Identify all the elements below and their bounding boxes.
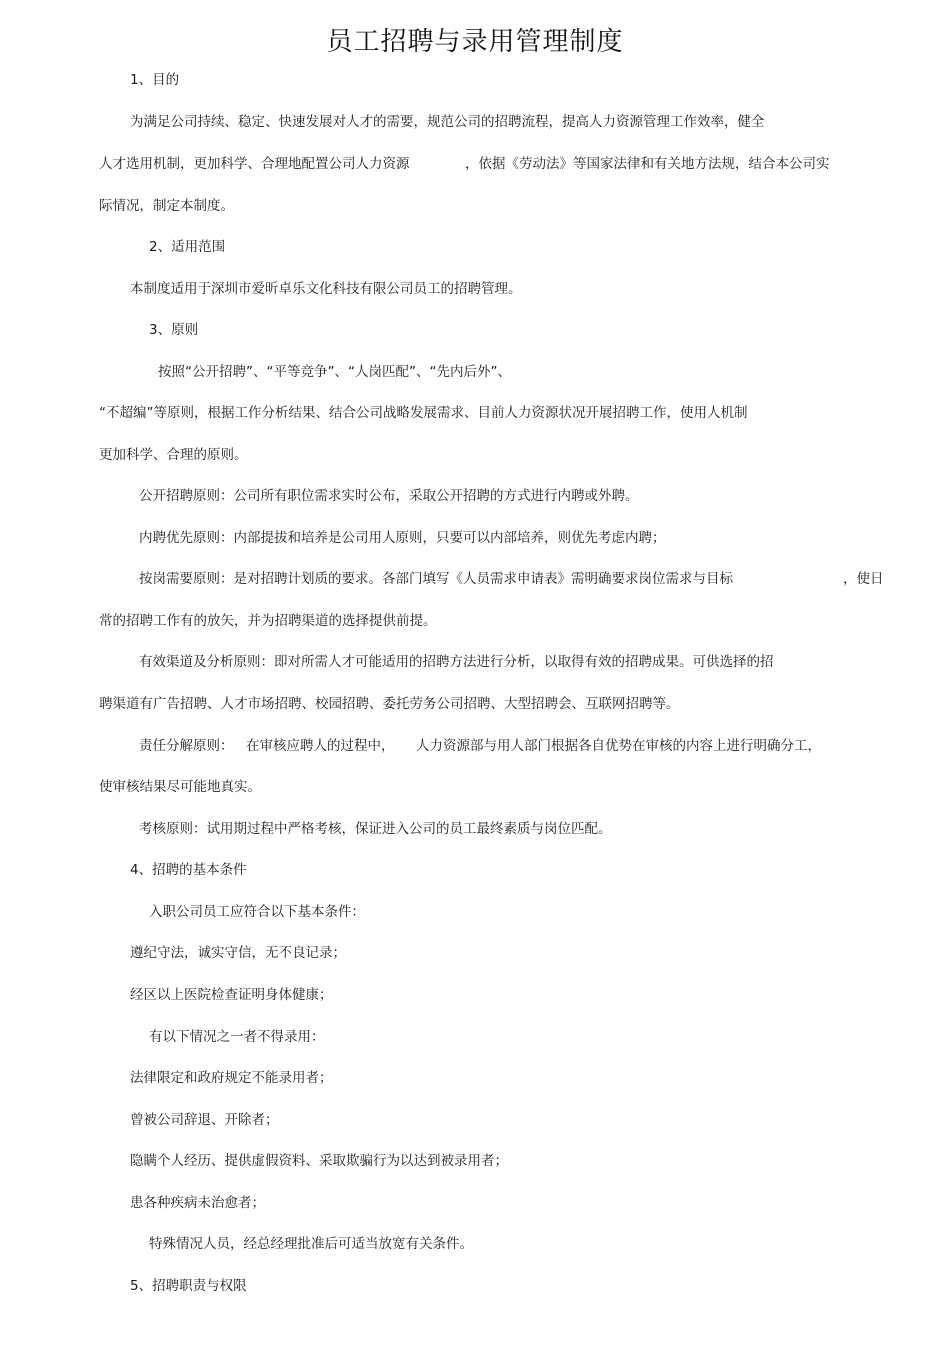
list-item: 经区以上医院检查证明身体健康； — [130, 987, 333, 1003]
list-item: 患各种疾病未治愈者； — [130, 1195, 265, 1211]
paragraph-line: 人才选用机制，更加科学、合理地配置公司人力资源 — [99, 156, 410, 172]
paragraph-line: 有以下情况之一者不得录用： — [149, 1029, 325, 1045]
paragraph-line: “不超编”等原则，根据工作分析结果、结合公司战略发展需求、目前人力资源状况开展招聘工作，使用人机制 — [99, 405, 748, 421]
paragraph-line: 使审核结果尽可能地真实。 — [99, 779, 261, 795]
paragraph-line: 为满足公司持续、稳定、快速发展对人才的需要，规范公司的招聘流程，提高人力资源管理工作效率，健全 — [130, 114, 765, 130]
section-heading: 4、招聘的基本条件 — [130, 862, 247, 878]
paragraph-line: 人力资源部与用人部门根据各自优势在审核的内容上进行明确分工， — [416, 738, 821, 754]
paragraph-line: 有效渠道及分析原则：即对所需人才可能适用的招聘方法进行分析，以取得有效的招聘成果。可供选择的招 — [139, 654, 774, 670]
list-item: 曾被公司辞退、开除者； — [130, 1112, 279, 1128]
section-heading: 5、招聘职责与权限 — [130, 1278, 247, 1294]
paragraph-line: 聘渠道有广告招聘、人才市场招聘、校园招聘、委托劳务公司招聘、大型招聘会、互联网招聘等。 — [99, 696, 680, 712]
paragraph-line: 本制度适用于深圳市爱昕卓乐文化科技有限公司员工的招聘管理。 — [130, 281, 522, 297]
paragraph-line: 常的招聘工作有的放矢，并为招聘渠道的选择提供前提。 — [99, 613, 437, 629]
paragraph-line: 按岗需要原则：是对招聘计划质的要求。各部门填写《人员需求申请表》需明确要求岗位需求与目标 — [139, 571, 733, 587]
paragraph-line: 特殊情况人员，经总经理批准后可适当放宽有关条件。 — [149, 1236, 473, 1252]
paragraph-line: 内聘优先原则：内部提拔和培养是公司用人原则，只要可以内部培养，则优先考虑内聘； — [139, 530, 666, 546]
document-title: 员工招聘与录用管理制度 — [326, 27, 624, 57]
paragraph-line: 更加科学、合理的原则。 — [99, 447, 248, 463]
paragraph-line: 际情况，制定本制度。 — [99, 198, 234, 214]
section-heading: 1、目的 — [130, 72, 180, 88]
paragraph-line: 按照“公开招聘”、“平等竞争”、“人岗匹配”、“先内后外”、 — [158, 364, 511, 380]
list-item: 遵纪守法，诚实守信，无不良记录； — [130, 945, 346, 961]
paragraph-line: 考核原则：试用期过程中严格考核，保证进入公司的员工最终素质与岗位匹配。 — [139, 821, 612, 837]
paragraph-line: ，依据《劳动法》等国家法律和有关地方法规，结合本公司实 — [465, 156, 830, 172]
section-heading: 2、适用范围 — [149, 239, 226, 255]
paragraph-line: 公开招聘原则：公司所有职位需求实时公布，采取公开招聘的方式进行内聘或外聘。 — [139, 488, 639, 504]
paragraph-line: 在审核应聘人的过程中， — [246, 738, 395, 754]
paragraph-line: ，使日 — [843, 571, 884, 587]
list-item: 隐瞒个人经历、提供虚假资料、采取欺骗行为以达到被录用者； — [130, 1153, 508, 1169]
paragraph-line: 入职公司员工应符合以下基本条件： — [149, 904, 365, 920]
list-item: 法律限定和政府规定不能录用者； — [130, 1070, 333, 1086]
section-heading: 3、原则 — [149, 322, 199, 338]
paragraph-line: 责任分解原则： — [139, 738, 234, 754]
